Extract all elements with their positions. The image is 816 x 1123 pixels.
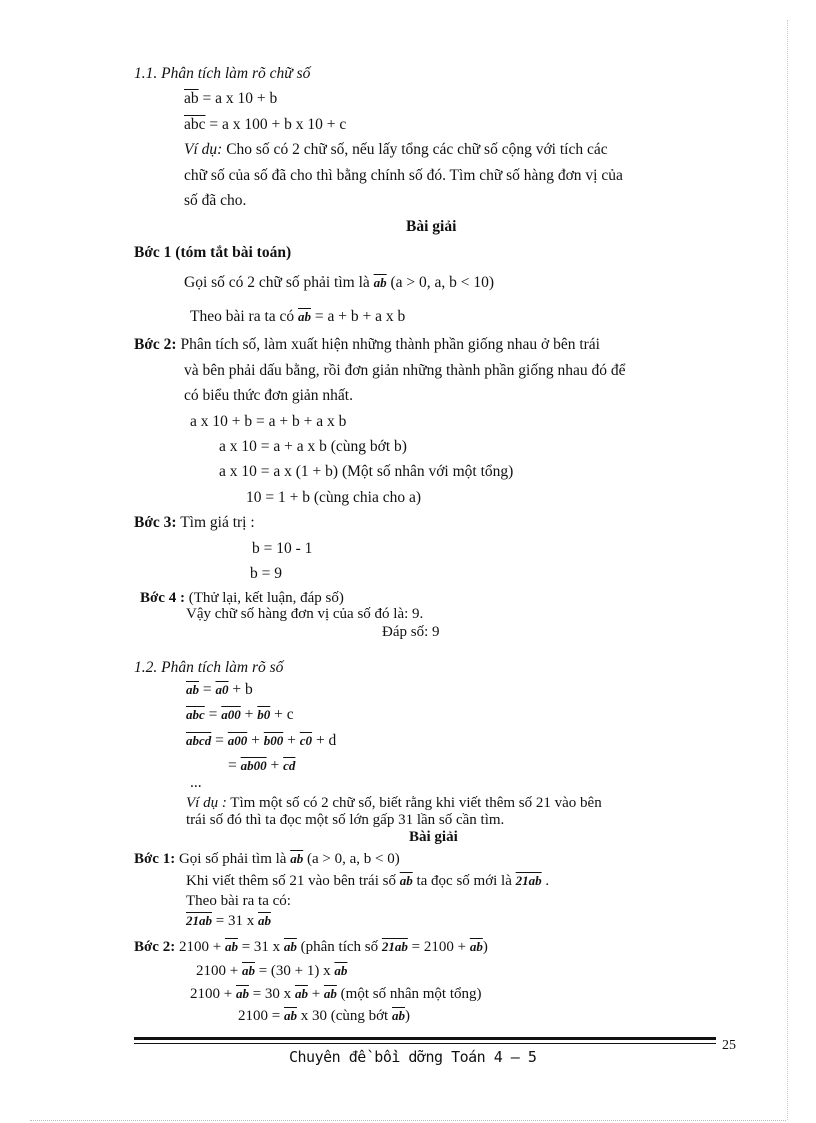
example-line-2: chữ số của số đã cho thì bằng chính số đó. Tìm chữ số hàng đơn vị của [184, 167, 623, 184]
page-number: 25 [722, 1038, 736, 1053]
step-3-eq-2: b = 9 [250, 565, 282, 582]
b1-line-2: Khi viết thêm số 21 vào bên trái số $\overline{ab}$ ta đọc số mới là 21ab . [186, 873, 550, 889]
formula-abc: $\overline{abc} = a$ x 100 + b x 10 + c [184, 116, 347, 133]
formula-ab: $\overline{ab} = a$ x 10 + b [184, 90, 278, 107]
footer-rule-thick [134, 1037, 716, 1040]
step-1-label: Bớc 1 (tóm tắt bài toán) [134, 244, 292, 261]
section-heading-1-2: 1.2. Phân tích làm rõ số [134, 659, 284, 676]
step-1-line-2: Theo bài ra ta có $\overline{ab} = a + b + a$ x b [190, 308, 406, 325]
b2-line-1: Bớc 2: $2100 + \overline{ab} = 31$ x $\overline{ab}$ (phân tích số $21ab = 2100 + \overline{ab}$) [134, 939, 488, 955]
step-2-eq-3: a x 10 = a x (1 + b) (Một số nhân với một tổng) [219, 463, 514, 480]
ellipsis: ... [190, 774, 202, 791]
step-3-eq-1: b = 10 - 1 [252, 540, 313, 557]
step-2-eq-2: a x 10 = a + a x b (cùng bớt b) [219, 438, 407, 455]
example-line-1: Ví dụ: Cho số có 2 chữ số, nếu lấy tổng các chữ số cộng với tích các [184, 141, 608, 158]
step-4-line: Bớc 4 : (Thử lại, kết luận, đáp số) [140, 590, 344, 606]
example-2-line-1: Ví dụ : Tìm một số có 2 chữ số, biết rằng khi viết thêm số 21 vào bên [186, 795, 602, 811]
footer-title: Chuyên đề bồi dỡng Toán 4 – 5 [289, 1048, 537, 1066]
step-4-conclusion: Vậy chữ số hàng đơn vị của số đó là: 9. [186, 606, 424, 622]
step-1-line-1: Gọi số có 2 chữ số phải tìm là $\overline{ab}$ (a > 0, a, b < 10) [184, 274, 495, 291]
example-2-line-2: trái số đó thì ta đọc một số lớn gấp 31 lần số cần tìm. [186, 812, 505, 828]
solution-title-2: Bài giải [409, 829, 458, 845]
example-line-3: số đã cho. [184, 192, 247, 209]
b2-line-2: $2100 + \overline{ab} = (30 + 1)$ x $\overline{ab}$ [196, 963, 348, 979]
page-edge-vertical-dots [787, 20, 788, 1120]
step-2-eq-1: a x 10 + b = a + b + a x b [190, 413, 347, 430]
step-3-line: Bớc 3: Tìm giá trị : [134, 514, 255, 531]
solution-title-1: Bài giải [406, 218, 457, 235]
decomp-row-4: = $ab00 + \overline{cd}$ [228, 757, 296, 774]
b2-line-4: $2100 = \overline{ab}$ x 30 (cùng bớt $\overline{ab}$) [238, 1008, 410, 1024]
decomp-row-2: $\overline{abc} = a00 + b0 + c$ [186, 706, 294, 723]
section-heading-1-1: 1.1. Phân tích làm rõ chữ số [134, 65, 311, 82]
decomp-row-3: abcd = a00 + b00 + c0 + d [186, 732, 337, 749]
step-2-line-3: có biểu thức đơn giản nhất. [184, 387, 353, 404]
b2-line-3: $2100 + \overline{ab} = 30$ x $\overline{ab} + \overline{ab}$ (một số nhân một tổng) [190, 986, 482, 1002]
decomp-row-1: $\overline{ab} = a0 + b$ [186, 681, 253, 698]
step-2-line-1: Bớc 2: Phân tích số, làm xuất hiện những thành phần giống nhau ở bên trái [134, 336, 600, 353]
footer-rule-thin [134, 1043, 716, 1044]
b1-line-3: Theo bài ra ta có: [186, 893, 291, 909]
b1-line-4: 21ab = 31 x $\overline{ab}$ [186, 913, 271, 929]
step-4-answer: Đáp số: 9 [382, 624, 440, 640]
step-2-eq-4: 10 = 1 + b (cùng chia cho a) [246, 489, 422, 506]
page-edge-dots [30, 1120, 786, 1121]
step-2-line-2: và bên phải dấu bằng, rồi đơn giản những thành phần giống nhau đó để [184, 362, 626, 379]
b1-line-1: Bớc 1: Gọi số phải tìm là $\overline{ab}$ (a > 0, a, b < 0) [134, 851, 400, 867]
